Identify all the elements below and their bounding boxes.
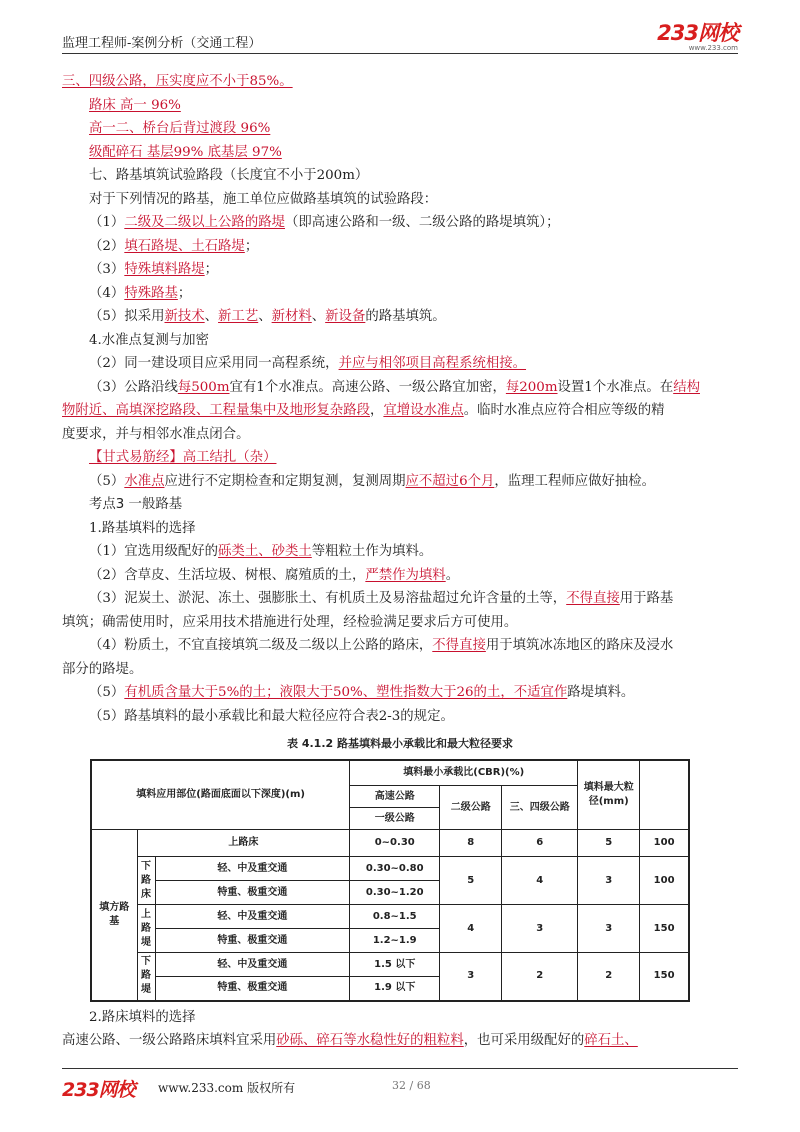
- bed-fill-title: 2.路床填料的选择: [89, 1009, 196, 1025]
- table-cell: 4: [440, 905, 502, 953]
- benchmark-title: 4.水准点复测与加密: [89, 332, 209, 348]
- table-cell: 轻、中及重交通: [155, 857, 350, 881]
- page-number: 32 / 68: [392, 1079, 431, 1092]
- table-cell: 4: [502, 857, 578, 905]
- table-cell: 3: [578, 905, 640, 953]
- logo-brand-text: 233网校: [657, 21, 738, 45]
- table-cell: 3: [440, 953, 502, 1001]
- table-cell: 0.30~0.80: [350, 857, 440, 881]
- table-cell: 6: [502, 830, 578, 857]
- trial-item-1: （1）二级及二级以上公路的路堤（即高速公路和一级、二级公路的路堤填筑）；: [89, 215, 560, 230]
- mnemonic: 【甘式易筋经】高工结扎（杂）: [89, 450, 277, 465]
- section3-heading: 三、四级公路，压实度应不小于85%。: [62, 74, 293, 89]
- benchmark-item-2: （2）同一建设项目应采用同一高程系统，并应与相邻项目高程系统相接。: [89, 356, 527, 371]
- table-cell: 2: [578, 953, 640, 1001]
- fill-item-5: （5）有机质含量大于5%的土；液限大于50%、塑性指数大于26的土，不适宜作路堤填料。: [89, 685, 635, 700]
- table-cell: 特重、极重交通: [155, 977, 350, 1001]
- trial-item-3: （3）特殊填料路堤；: [89, 262, 219, 277]
- table-cell: 100: [640, 830, 689, 857]
- table-cell: 1.2~1.9: [350, 929, 440, 953]
- trial-section-intro: 对于下列情况的路基，施工单位应做路基填筑的试验路段：: [89, 191, 438, 207]
- compaction-line-2: 高一二、桥台后背过渡段 96%: [89, 121, 271, 136]
- footer-copyright: www.233.com 版权所有: [158, 1081, 296, 1095]
- fill-selection-title: 1.路基填料的选择: [89, 520, 196, 536]
- benchmark-item-3-cont2: 度要求，并与相邻水准点闭合。: [62, 426, 250, 442]
- page-header: [62, 22, 738, 54]
- bed-fill-text: 高速公路、一级公路路床填料宜采用砂砾、碎石等水稳性好的粗粒料，也可采用级配好的碎石土、: [62, 1033, 638, 1048]
- trial-item-2: （2）填石路堤、土石路堤；: [89, 238, 259, 254]
- group-fill-subgrade: 填方路基: [91, 830, 137, 1001]
- header-highway: 高速公路: [350, 786, 440, 808]
- page-footer: [62, 1068, 738, 1108]
- table-cell: 150: [640, 905, 689, 953]
- fill-requirements-table: [90, 759, 690, 1002]
- trial-item-4: （4）特殊路基；: [89, 285, 192, 301]
- header-position: 填料应用部位(路面底面以下深度)(m): [91, 760, 350, 830]
- table-cell: 5: [578, 830, 640, 857]
- table-cell: 1.9 以下: [350, 977, 440, 1001]
- table-cell: 100: [640, 857, 689, 905]
- table-cell: 1.5 以下: [350, 953, 440, 977]
- exam-point-3-title: 考点3 一般路基: [89, 497, 183, 512]
- fill-item-3-cont: 填筑；确需使用时，应采用技术措施进行处理，经检验满足要求后方可使用。: [62, 614, 518, 630]
- trial-item-5: （5）拟采用新技术、新工艺、新材料、新设备的路基填筑。: [89, 309, 446, 324]
- benchmark-item-5: （5）水准点应进行不定期检查和定期复测，复测周期应不超过6个月，监理工程师应做好抽检。: [89, 473, 656, 489]
- benchmark-item-3-cont: 物附近、高填深挖路段、工程量集中及地形复杂路段，宜增设水准点。临时水准点应符合相应等级的精: [62, 403, 665, 418]
- logo-url-text: www.233.com: [688, 44, 738, 52]
- brand-logo: [657, 22, 738, 52]
- fill-item-4-cont: 部分的路堤。: [62, 661, 143, 677]
- header-grade34: 三、四级公路: [502, 786, 578, 830]
- table-cell: 2: [502, 953, 578, 1001]
- table-cell: 特重、极重交通: [155, 929, 350, 953]
- table-cell: 轻、中及重交通: [155, 953, 350, 977]
- table-cell: 5: [440, 857, 502, 905]
- footer-logo: 233网校: [62, 1079, 135, 1101]
- table-cell: 0.30~1.20: [350, 881, 440, 905]
- fill-item-4: （4）粉质土，不宜直接填筑二级及二级以上公路的路床，不得直接用于填筑冰冻地区的路床及浸水: [89, 638, 674, 653]
- sub-upper-embankment: 上路堤: [137, 905, 155, 953]
- header-grade1: 一级公路: [350, 808, 440, 830]
- benchmark-item-3: （3）公路沿线每500m宜有1个水准点。高速公路、一级公路宜加密，每200m设置1个水准点。在结构: [89, 379, 700, 395]
- fill-item-2: （2）含草皮、生活垃圾、树根、腐殖质的土，严禁作为填料。: [89, 567, 460, 583]
- sub-lower-bed: 下路床: [137, 857, 155, 905]
- table-cell: 0.8~1.5: [350, 905, 440, 929]
- header-grade2: 二级公路: [440, 786, 502, 830]
- fill-item-1: （1）宜选用级配好的砾类土、砂类土等粗粒土作为填料。: [89, 544, 433, 559]
- fill-item-3: （3）泥炭土、淤泥、冻土、强膨胀土、有机质土及易溶盐超过允许含量的土等，不得直接用于路基: [89, 591, 674, 606]
- compaction-line-3: 级配碎石 基层99% 底基层 97%: [89, 144, 282, 160]
- row-upper-bed-depth: 0~0.30: [350, 830, 440, 857]
- table-cell: 轻、中及重交通: [155, 905, 350, 929]
- header-max-size: 填料最大粒径(mm): [578, 760, 640, 830]
- header-cbr: 填料最小承载比(CBR)(%): [350, 760, 578, 786]
- page-content: [62, 70, 738, 1053]
- row-upper-bed-label: 上路床: [137, 830, 350, 857]
- table-cell: 3: [578, 857, 640, 905]
- table-cell: 150: [640, 953, 689, 1001]
- table-cell: 8: [440, 830, 502, 857]
- document-title: 监理工程师-案例分析（交通工程）: [62, 36, 262, 51]
- table-caption: 表 4.1.2 路基填料最小承载比和最大粒径要求: [287, 737, 513, 750]
- sub-lower-embankment: 下路堤: [137, 953, 155, 1001]
- compaction-line-1: 路床 高一 96%: [89, 97, 181, 113]
- table-cell: 3: [502, 905, 578, 953]
- trial-section-title: 七、路基填筑试验路段（长度宜不小于200m）: [89, 168, 369, 183]
- fill-item-6: （5）路基填料的最小承载比和最大粒径应符合表2-3的规定。: [89, 708, 454, 724]
- table-cell: 特重、极重交通: [155, 881, 350, 905]
